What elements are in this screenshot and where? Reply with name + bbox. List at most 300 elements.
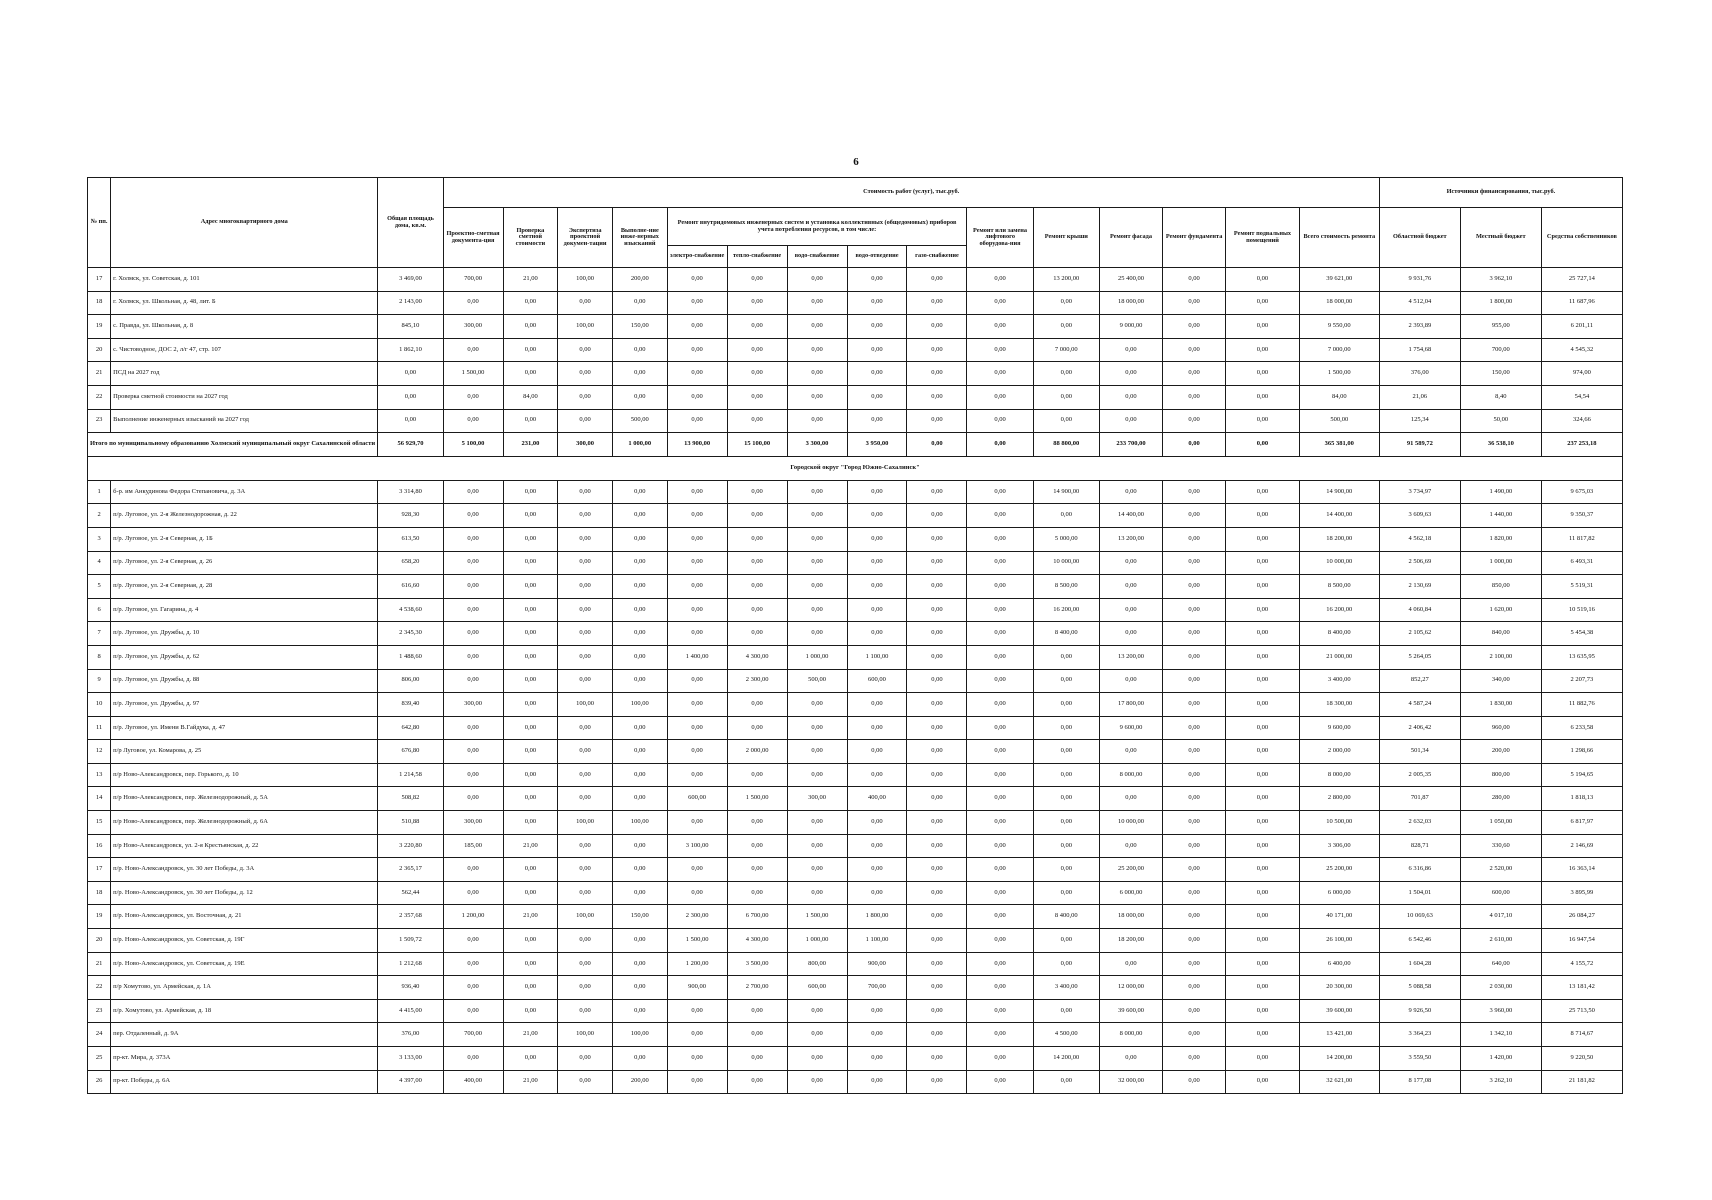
row-value: 0,00 — [967, 952, 1033, 976]
row-value: 4 300,00 — [727, 645, 787, 669]
row-value: 0,00 — [558, 740, 613, 764]
row-value: 0,00 — [443, 952, 503, 976]
row-value: 8 400,00 — [1033, 622, 1099, 646]
row-value: 0,00 — [1163, 385, 1226, 409]
row-value: 14 400,00 — [1299, 504, 1379, 528]
row-value: 0,00 — [558, 881, 613, 905]
row-value: 3 400,00 — [1033, 976, 1099, 1000]
row-value: 300,00 — [558, 433, 613, 457]
row-value: 0,00 — [503, 763, 558, 787]
row-address: б-р. им Анкудинова Федора Степановича, д. 3А — [111, 480, 378, 504]
row-value: 640,00 — [1460, 952, 1541, 976]
row-address: пр-кт. Мира, д. 373А — [111, 1047, 378, 1071]
row-value: 0,00 — [907, 268, 967, 292]
row-value: 8 000,00 — [1099, 763, 1162, 787]
row-value: 0,00 — [558, 763, 613, 787]
row-value: 0,00 — [727, 480, 787, 504]
row-value: 0,00 — [907, 811, 967, 835]
row-value: 0,00 — [1163, 291, 1226, 315]
row-area: 510,88 — [378, 811, 443, 835]
row-value: 4 500,00 — [1033, 1023, 1099, 1047]
row-area: 1 862,10 — [378, 338, 443, 362]
row-value: 6 700,00 — [727, 905, 787, 929]
row-address: п/р. Луговое, ул. Дружбы, д. 97 — [111, 693, 378, 717]
row-value: 0,00 — [727, 551, 787, 575]
row-number: 13 — [88, 763, 111, 787]
row-value: 13 900,00 — [667, 433, 727, 457]
row-value: 0,00 — [1163, 268, 1226, 292]
row-value: 39 600,00 — [1299, 999, 1379, 1023]
row-value: 0,00 — [1033, 645, 1099, 669]
row-area: 0,00 — [378, 409, 443, 433]
row-value: 0,00 — [967, 858, 1033, 882]
row-value: 0,00 — [1163, 999, 1226, 1023]
table-row — [88, 881, 1623, 905]
row-value: 91 589,72 — [1379, 433, 1460, 457]
row-value: 0,00 — [787, 504, 847, 528]
row-address: п/р. Ново-Александровск, ул. Советская, д. 19Г — [111, 929, 378, 953]
row-value: 200,00 — [1460, 740, 1541, 764]
row-value: 21,00 — [503, 1023, 558, 1047]
row-value: 0,00 — [967, 834, 1033, 858]
row-value: 0,00 — [443, 763, 503, 787]
row-value: 0,00 — [503, 976, 558, 1000]
row-value: 0,00 — [558, 527, 613, 551]
row-value: 0,00 — [907, 976, 967, 1000]
row-value: 16 200,00 — [1299, 598, 1379, 622]
row-number: 1 — [88, 480, 111, 504]
row-area: 3 314,80 — [378, 480, 443, 504]
row-value: 376,00 — [1379, 362, 1460, 386]
row-value: 2 632,03 — [1379, 811, 1460, 835]
row-value: 1 800,00 — [1460, 291, 1541, 315]
row-value: 32 000,00 — [1099, 1070, 1162, 1094]
row-value: 0,00 — [907, 504, 967, 528]
row-value: 0,00 — [667, 480, 727, 504]
col-header-owners: Средства собственников — [1541, 208, 1622, 268]
row-value: 0,00 — [503, 622, 558, 646]
row-value: 0,00 — [727, 763, 787, 787]
row-value: 0,00 — [1226, 669, 1300, 693]
row-address: пр-кт. Победы, д. 6А — [111, 1070, 378, 1094]
row-address: п/р Ново-Александровск, пер. Железнодорожный, д. 6А — [111, 811, 378, 835]
row-value: 0,00 — [558, 385, 613, 409]
row-value: 0,00 — [847, 858, 907, 882]
row-value: 0,00 — [967, 598, 1033, 622]
row-value: 6 000,00 — [1099, 881, 1162, 905]
row-value: 1 604,28 — [1379, 952, 1460, 976]
table-row — [88, 315, 1623, 339]
table-row — [88, 834, 1623, 858]
row-value: 600,00 — [667, 787, 727, 811]
row-value: 0,00 — [443, 409, 503, 433]
row-area: 1 509,72 — [378, 929, 443, 953]
row-value: 1 050,00 — [1460, 811, 1541, 835]
row-value: 0,00 — [503, 527, 558, 551]
row-value: 0,00 — [503, 881, 558, 905]
row-value: 0,00 — [612, 362, 667, 386]
row-value: 1 400,00 — [667, 645, 727, 669]
row-value: 125,34 — [1379, 409, 1460, 433]
row-value: 0,00 — [1033, 763, 1099, 787]
row-value: 1 000,00 — [1460, 551, 1541, 575]
row-value: 3 960,00 — [1460, 999, 1541, 1023]
row-value: 0,00 — [847, 1070, 907, 1094]
row-value: 0,00 — [727, 362, 787, 386]
row-value: 0,00 — [612, 527, 667, 551]
row-value: 0,00 — [1099, 740, 1162, 764]
row-value: 2 130,69 — [1379, 575, 1460, 599]
row-value: 0,00 — [907, 385, 967, 409]
row-value: 0,00 — [727, 504, 787, 528]
row-value: 0,00 — [1099, 362, 1162, 386]
row-value: 0,00 — [967, 669, 1033, 693]
row-value: 2 005,35 — [1379, 763, 1460, 787]
row-value: 0,00 — [667, 291, 727, 315]
row-value: 0,00 — [1099, 598, 1162, 622]
row-value: 0,00 — [667, 1047, 727, 1071]
row-value: 0,00 — [727, 598, 787, 622]
row-value: 0,00 — [443, 598, 503, 622]
row-value: 850,00 — [1460, 575, 1541, 599]
row-value: 1 504,01 — [1379, 881, 1460, 905]
row-number: 23 — [88, 999, 111, 1023]
row-value: 0,00 — [558, 409, 613, 433]
row-value: 8,40 — [1460, 385, 1541, 409]
row-value: 2 393,89 — [1379, 315, 1460, 339]
row-value: 0,00 — [443, 881, 503, 905]
row-value: 25 200,00 — [1099, 858, 1162, 882]
row-value: 0,00 — [907, 740, 967, 764]
row-value: 5 100,00 — [443, 433, 503, 457]
row-address: п/р Ново-Александровск, ул. 2-я Крестьянская, д. 22 — [111, 834, 378, 858]
row-value: 0,00 — [612, 669, 667, 693]
row-value: 11 817,82 — [1541, 527, 1622, 551]
row-value: 39 621,00 — [1299, 268, 1379, 292]
row-value: 1 100,00 — [847, 929, 907, 953]
row-value: 2 800,00 — [1299, 787, 1379, 811]
row-value: 0,00 — [1033, 669, 1099, 693]
row-value: 1 420,00 — [1460, 1047, 1541, 1071]
row-value: 21,00 — [503, 268, 558, 292]
row-value: 0,00 — [612, 1047, 667, 1071]
table-row — [88, 622, 1623, 646]
row-value: 0,00 — [1033, 881, 1099, 905]
row-value: 0,00 — [907, 338, 967, 362]
row-value: 0,00 — [612, 338, 667, 362]
row-value: 0,00 — [1099, 551, 1162, 575]
row-value: 10 000,00 — [1299, 551, 1379, 575]
row-number: 17 — [88, 858, 111, 882]
row-value: 0,00 — [503, 362, 558, 386]
row-value: 0,00 — [847, 598, 907, 622]
row-area: 2 345,30 — [378, 622, 443, 646]
row-value: 0,00 — [967, 787, 1033, 811]
row-value: 0,00 — [667, 527, 727, 551]
row-address: п/р. Ново-Александровск, ул. 30 лет Победы, д. 12 — [111, 881, 378, 905]
row-area: 642,80 — [378, 716, 443, 740]
row-value: 0,00 — [1226, 976, 1300, 1000]
row-value: 9 931,76 — [1379, 268, 1460, 292]
row-value: 13 635,95 — [1541, 645, 1622, 669]
row-value: 900,00 — [667, 976, 727, 1000]
col-header-regional: Областной бюджет — [1379, 208, 1460, 268]
table-row — [88, 952, 1623, 976]
row-address: Выполнение инженерных изысканий на 2027 год — [111, 409, 378, 433]
row-value: 0,00 — [667, 669, 727, 693]
row-address: п/р. Луговое, ул. 2-я Северная, д. 1Б — [111, 527, 378, 551]
row-value: 0,00 — [558, 551, 613, 575]
row-value: 2 146,69 — [1541, 834, 1622, 858]
row-value: 0,00 — [907, 551, 967, 575]
row-value: 0,00 — [1226, 1023, 1300, 1047]
row-value: 0,00 — [503, 480, 558, 504]
row-value: 150,00 — [612, 315, 667, 339]
row-value: 5 454,38 — [1541, 622, 1622, 646]
row-value: 0,00 — [558, 622, 613, 646]
row-value: 0,00 — [787, 527, 847, 551]
row-value: 8 500,00 — [1299, 575, 1379, 599]
row-value: 1 000,00 — [787, 645, 847, 669]
row-value: 0,00 — [503, 504, 558, 528]
table-row — [88, 740, 1623, 764]
row-value: 4 300,00 — [727, 929, 787, 953]
row-value: 6 233,58 — [1541, 716, 1622, 740]
row-value: 0,00 — [967, 315, 1033, 339]
row-value: 0,00 — [787, 598, 847, 622]
row-area: 0,00 — [378, 362, 443, 386]
row-value: 16 363,14 — [1541, 858, 1622, 882]
row-value: 0,00 — [787, 480, 847, 504]
row-value: 6 817,97 — [1541, 811, 1622, 835]
row-value: 237 253,18 — [1541, 433, 1622, 457]
row-value: 0,00 — [443, 669, 503, 693]
row-area: 806,00 — [378, 669, 443, 693]
row-value: 0,00 — [1163, 693, 1226, 717]
row-value: 100,00 — [558, 315, 613, 339]
row-value: 10 000,00 — [1033, 551, 1099, 575]
row-value: 0,00 — [1099, 952, 1162, 976]
row-value: 0,00 — [558, 338, 613, 362]
row-value: 0,00 — [847, 551, 907, 575]
row-value: 955,00 — [1460, 315, 1541, 339]
row-value: 16 947,54 — [1541, 929, 1622, 953]
row-number: 9 — [88, 669, 111, 693]
row-value: 3 400,00 — [1299, 669, 1379, 693]
row-value: 9 350,37 — [1541, 504, 1622, 528]
table-row — [88, 409, 1623, 433]
row-value: 0,00 — [907, 693, 967, 717]
row-value: 2 506,69 — [1379, 551, 1460, 575]
row-value: 8 177,08 — [1379, 1070, 1460, 1094]
table-row — [88, 291, 1623, 315]
row-value: 0,00 — [907, 315, 967, 339]
row-value: 6 316,86 — [1379, 858, 1460, 882]
row-value: 0,00 — [1163, 905, 1226, 929]
row-value: 0,00 — [558, 291, 613, 315]
row-number: 15 — [88, 811, 111, 835]
row-value: 0,00 — [907, 433, 967, 457]
row-value: 0,00 — [443, 858, 503, 882]
col-header-basement: Ремонт подвальных помещений — [1226, 208, 1300, 268]
row-value: 54,54 — [1541, 385, 1622, 409]
row-value: 8 714,67 — [1541, 1023, 1622, 1047]
row-value: 600,00 — [1460, 881, 1541, 905]
row-value: 0,00 — [1226, 480, 1300, 504]
row-value: 2 030,00 — [1460, 976, 1541, 1000]
row-value: 0,00 — [727, 575, 787, 599]
row-number: 19 — [88, 905, 111, 929]
row-value: 100,00 — [612, 693, 667, 717]
row-value: 0,00 — [787, 622, 847, 646]
row-value: 231,00 — [503, 433, 558, 457]
row-value: 0,00 — [667, 716, 727, 740]
row-value: 0,00 — [558, 952, 613, 976]
col-header-elevator: Ремонт или замена лифтового оборудова-ния — [967, 208, 1033, 268]
row-value: 0,00 — [443, 385, 503, 409]
row-value: 0,00 — [612, 575, 667, 599]
row-value: 0,00 — [443, 999, 503, 1023]
row-value: 0,00 — [1163, 976, 1226, 1000]
row-value: 0,00 — [787, 575, 847, 599]
row-address: п/р. Луговое, ул. 2-я Железнодорожная, д. 22 — [111, 504, 378, 528]
row-value: 100,00 — [612, 1023, 667, 1047]
row-value: 280,00 — [1460, 787, 1541, 811]
row-value: 0,00 — [503, 952, 558, 976]
row-value: 0,00 — [558, 598, 613, 622]
row-value: 0,00 — [1226, 716, 1300, 740]
row-value: 0,00 — [967, 622, 1033, 646]
row-value: 300,00 — [443, 693, 503, 717]
row-area: 0,00 — [378, 385, 443, 409]
row-value: 0,00 — [443, 622, 503, 646]
row-value: 0,00 — [503, 787, 558, 811]
row-value: 25 400,00 — [1099, 268, 1162, 292]
row-value: 0,00 — [967, 433, 1033, 457]
row-value: 0,00 — [847, 716, 907, 740]
row-value: 1 820,00 — [1460, 527, 1541, 551]
capital-repair-table — [87, 177, 1623, 1094]
row-value: 365 381,00 — [1299, 433, 1379, 457]
row-value: 0,00 — [558, 669, 613, 693]
row-value: 0,00 — [967, 740, 1033, 764]
row-value: 0,00 — [847, 268, 907, 292]
row-value: 26 084,27 — [1541, 905, 1622, 929]
row-value: 18 000,00 — [1299, 291, 1379, 315]
row-value: 0,00 — [503, 575, 558, 599]
row-area: 4 397,00 — [378, 1070, 443, 1094]
row-number: 21 — [88, 952, 111, 976]
row-value: 0,00 — [443, 716, 503, 740]
row-value: 0,00 — [443, 575, 503, 599]
row-value: 0,00 — [1163, 598, 1226, 622]
row-value: 0,00 — [847, 504, 907, 528]
row-value: 0,00 — [443, 504, 503, 528]
row-value: 0,00 — [667, 362, 727, 386]
row-value: 0,00 — [1163, 1047, 1226, 1071]
row-number: 14 — [88, 787, 111, 811]
row-area: 2 365,17 — [378, 858, 443, 882]
row-value: 3 895,99 — [1541, 881, 1622, 905]
row-value: 0,00 — [503, 740, 558, 764]
table-row — [88, 338, 1623, 362]
row-value: 0,00 — [967, 811, 1033, 835]
row-value: 960,00 — [1460, 716, 1541, 740]
row-area: 676,80 — [378, 740, 443, 764]
table-row — [88, 787, 1623, 811]
section-row — [88, 456, 1623, 480]
row-value: 14 200,00 — [1033, 1047, 1099, 1071]
table-row — [88, 716, 1623, 740]
row-value: 0,00 — [907, 999, 967, 1023]
col-header-address: Адрес многоквартирного дома — [111, 178, 378, 268]
row-value: 150,00 — [612, 905, 667, 929]
row-value: 2 520,00 — [1460, 858, 1541, 882]
row-value: 13 181,42 — [1541, 976, 1622, 1000]
row-value: 0,00 — [558, 362, 613, 386]
row-value: 0,00 — [1163, 1023, 1226, 1047]
row-address: г. Холмск, ул. Советская, д. 101 — [111, 268, 378, 292]
row-address: п/р. Луговое, ул. Имени В.Гайдука, д. 47 — [111, 716, 378, 740]
row-value: 0,00 — [1033, 693, 1099, 717]
col-header-surveys: Выполне-ние инже-нерных изысканий — [612, 208, 667, 268]
col-header-sewer: водо-отведение — [847, 246, 907, 268]
row-value: 0,00 — [443, 480, 503, 504]
row-value: 0,00 — [727, 527, 787, 551]
row-value: 0,00 — [1163, 575, 1226, 599]
row-value: 0,00 — [907, 787, 967, 811]
row-value: 21,00 — [503, 834, 558, 858]
row-value: 0,00 — [1163, 858, 1226, 882]
row-value: 0,00 — [443, 291, 503, 315]
row-address: п/р. Ново-Александровск, ул. 30 лет Победы, д. 3А — [111, 858, 378, 882]
row-value: 1 754,68 — [1379, 338, 1460, 362]
row-value: 10 000,00 — [1099, 811, 1162, 835]
row-value: 0,00 — [558, 1047, 613, 1071]
row-area: 3 220,80 — [378, 834, 443, 858]
row-value: 0,00 — [907, 362, 967, 386]
row-value: 1 500,00 — [787, 905, 847, 929]
row-value: 0,00 — [1163, 952, 1226, 976]
row-number: 19 — [88, 315, 111, 339]
row-value: 0,00 — [907, 716, 967, 740]
row-value: 0,00 — [1033, 834, 1099, 858]
row-value: 0,00 — [787, 1070, 847, 1094]
col-header-internal-systems: Ремонт внутридомовых инженерных систем и установка коллективных (общедомовых) приборов учета потребления ресурсов, в том числе: — [667, 208, 967, 246]
row-value: 0,00 — [503, 551, 558, 575]
row-value: 0,00 — [612, 598, 667, 622]
row-value: 0,00 — [1226, 787, 1300, 811]
row-value: 4 512,04 — [1379, 291, 1460, 315]
row-value: 0,00 — [847, 881, 907, 905]
table-row — [88, 905, 1623, 929]
row-value: 100,00 — [558, 268, 613, 292]
row-value: 0,00 — [727, 716, 787, 740]
row-value: 0,00 — [503, 291, 558, 315]
row-address: п/р. Хомутово, ул. Армейская, д. 18 — [111, 999, 378, 1023]
row-value: 0,00 — [503, 693, 558, 717]
row-value: 0,00 — [847, 315, 907, 339]
row-value: 0,00 — [667, 858, 727, 882]
row-value: 0,00 — [443, 740, 503, 764]
row-area: 928,30 — [378, 504, 443, 528]
row-value: 21,00 — [503, 905, 558, 929]
total-row — [88, 433, 1623, 457]
row-area: 2 143,00 — [378, 291, 443, 315]
col-group-funding: Источники финансирования, тыс.руб. — [1379, 178, 1622, 208]
row-value: 0,00 — [1163, 834, 1226, 858]
row-value: 0,00 — [1163, 315, 1226, 339]
